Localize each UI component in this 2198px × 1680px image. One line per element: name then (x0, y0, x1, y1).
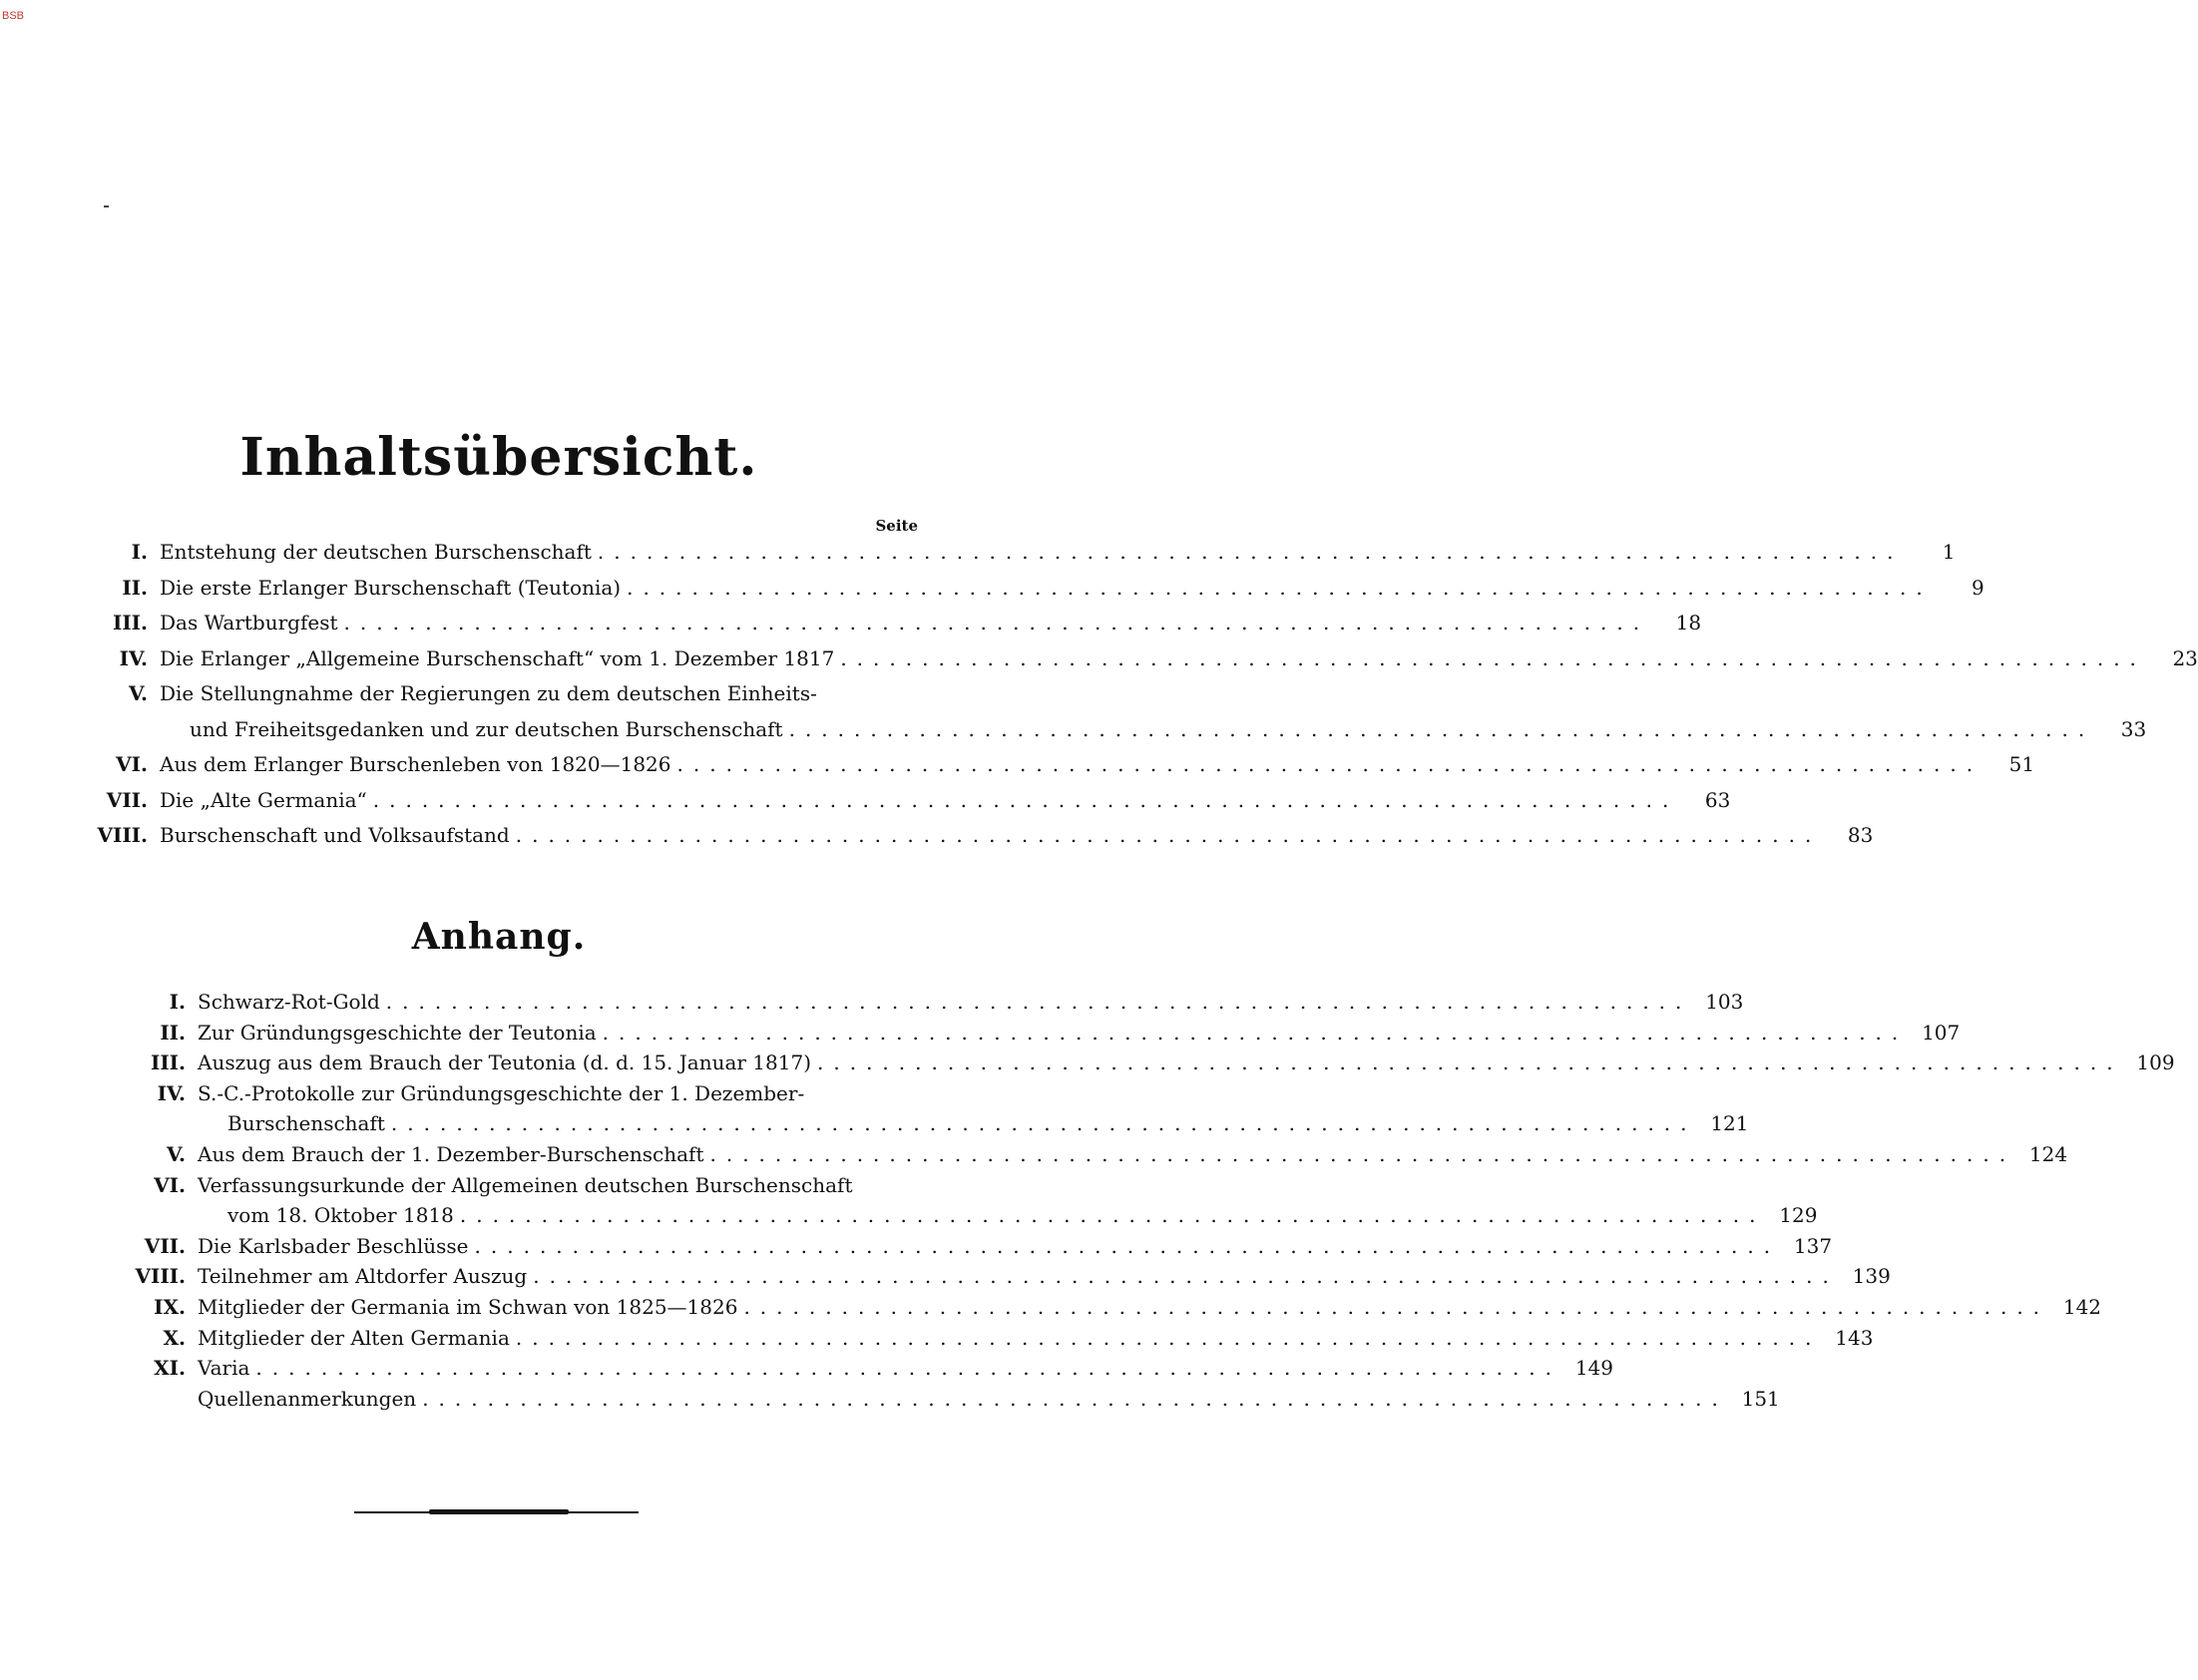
entry-title: Die erste Erlanger Burschenschaft (Teutonia) (160, 575, 622, 600)
entry-number: IX. (154, 1295, 186, 1319)
entry-number: II. (160, 1020, 186, 1045)
page-title: Inhaltsübersicht. (239, 427, 758, 488)
entry-title: Die „Alte Germania“ (160, 787, 367, 812)
entry-page-number: 129 (1779, 1203, 1818, 1228)
entry-page-number: 142 (2062, 1295, 2102, 1319)
entry-number: III. (150, 1050, 186, 1075)
entry-title: Die Erlanger „Allgemeine Burschenschaft“ vom 1. Dezember 1817 (160, 645, 835, 670)
appendix-row (124, 1291, 2102, 1323)
entry-page-number: 103 (1705, 990, 1744, 1014)
chapter-row (92, 677, 920, 709)
appendix-row (124, 1107, 1749, 1139)
appendix-row (124, 1047, 2175, 1078)
appendix-row (124, 1322, 1874, 1354)
entry-page-number: 18 (1675, 611, 1702, 634)
leader-dots: ................................................................................ (515, 1325, 1822, 1350)
leader-dots: ................................................................................ (597, 540, 1904, 564)
chapter-row (92, 748, 2035, 780)
entry-number: II. (122, 575, 148, 600)
entry-title: Varia (198, 1356, 250, 1381)
leader-dots: ................................................................................ (743, 1295, 2050, 1319)
entry-page-number: 107 (1922, 1020, 1961, 1045)
entry-title: Auszug aus dem Brauch der Teutonia (d. d. 15. Januar 1817) (198, 1050, 811, 1075)
chapter-row (92, 642, 2198, 674)
library-watermark: BSB (2, 10, 25, 22)
appendix-row (124, 1199, 1818, 1231)
entry-page-number: 23 (2172, 645, 2198, 670)
entry-title: Verfassungsurkunde der Allgemeinen deutschen Burschenschaft (198, 1172, 853, 1197)
leader-dots: ................................................................................ (515, 823, 1822, 847)
entry-page-number (868, 1077, 920, 1109)
leader-dots: ................................................................................ (422, 1386, 1728, 1411)
entry-title: Die Stellungnahme der Regierungen zu dem deutschen Einheits- (160, 681, 817, 705)
leader-dots: ................................................................................ (817, 1050, 2123, 1075)
entry-page-number: 1 (1942, 540, 1956, 564)
entry-title: Burschenschaft (227, 1111, 385, 1136)
entry-title: Burschenschaft und Volksaufstand (160, 823, 510, 847)
leader-dots: ................................................................................ (676, 752, 1983, 776)
entry-title: und Freiheitsgedanken und zur deutschen Burschenschaft (190, 716, 783, 741)
entry-number: IV. (119, 645, 148, 670)
leader-dots: ................................................................................ (788, 716, 2095, 741)
appendix-row (124, 1138, 2068, 1170)
entry-title: vom 18. Oktober 1818 (227, 1203, 454, 1228)
leader-dots (817, 677, 868, 709)
leader-dots: ................................................................................ (840, 645, 2146, 670)
chapter-row (92, 536, 1956, 568)
appendix-row (124, 1383, 1780, 1415)
entry-number: VII. (106, 787, 148, 812)
leader-dots: ................................................................................ (459, 1203, 1766, 1228)
appendix-row (124, 986, 1744, 1018)
leader-dots: ................................................................................ (533, 1264, 1839, 1289)
entry-page-number (868, 677, 920, 709)
entry-page-number (868, 1169, 920, 1201)
entry-title: Das Wartburgfest (160, 611, 338, 634)
leader-dots: ................................................................................ (372, 787, 1679, 812)
entry-title: Mitglieder der Alten Germania (198, 1325, 510, 1350)
entry-page-number: 139 (1852, 1264, 1891, 1289)
entry-number: VI. (154, 1172, 186, 1197)
appendix-row (124, 1352, 1614, 1384)
entry-number: XI. (154, 1356, 186, 1381)
entry-title: Mitglieder der Germania im Schwan von 1825—1826 (198, 1295, 738, 1319)
entry-title: Entstehung der deutschen Burschenschaft (160, 540, 592, 564)
entry-number: I. (131, 540, 148, 564)
entry-number: VI. (116, 752, 148, 776)
entry-page-number: 83 (1847, 823, 1874, 847)
entry-title: Zur Gründungsgeschichte der Teutonia (198, 1020, 597, 1045)
page-column-header: Seite (875, 517, 918, 535)
entry-number: X. (163, 1325, 186, 1350)
scan-speck (104, 206, 109, 208)
entry-number (124, 1383, 186, 1415)
entry-page-number: 121 (1710, 1111, 1749, 1136)
leader-dots: ................................................................................ (255, 1356, 1562, 1381)
entry-page-number: 124 (2028, 1142, 2068, 1166)
chapter-row (92, 713, 2147, 745)
entry-title: Schwarz-Rot-Gold (198, 990, 380, 1014)
entry-page-number: 33 (2120, 716, 2147, 741)
entry-number: VIII. (97, 823, 148, 847)
chapter-row (92, 784, 1731, 816)
entry-number: VIII. (135, 1264, 186, 1289)
chapter-row (92, 607, 1702, 638)
entry-title: Teilnehmer am Altdorfer Auszug (198, 1264, 528, 1289)
entry-page-number: 137 (1793, 1233, 1833, 1258)
entry-page-number: 51 (2008, 752, 2035, 776)
leader-dots: ................................................................................ (390, 1111, 1697, 1136)
leader-dots: ................................................................................ (385, 990, 1692, 1014)
leader-dots: ................................................................................ (474, 1233, 1781, 1258)
entry-number: IV. (157, 1080, 186, 1105)
entry-number: VII. (144, 1233, 186, 1258)
entry-page-number: 149 (1574, 1356, 1614, 1381)
entry-title: Aus dem Brauch der 1. Dezember-Burschenschaft (198, 1142, 704, 1166)
entry-page-number: 151 (1741, 1386, 1780, 1411)
entry-number: I. (169, 990, 186, 1014)
entry-page-number: 63 (1704, 787, 1731, 812)
leader-dots (804, 1077, 868, 1109)
appendix-row (124, 1017, 1961, 1049)
entry-page-number: 143 (1835, 1325, 1874, 1350)
entry-title: Quellenanmerkungen (198, 1386, 417, 1411)
leader-dots (852, 1169, 868, 1201)
entry-page-number: 109 (2136, 1050, 2175, 1075)
appendix-row (124, 1260, 1891, 1292)
appendix-row (124, 1230, 1833, 1262)
end-rule-center (429, 1509, 569, 1514)
entry-title: S.-C.-Protokolle zur Gründungsgeschichte der 1. Dezember- (198, 1080, 805, 1105)
appendix-title: Anhang. (411, 916, 587, 958)
leader-dots: ................................................................................ (602, 1020, 1909, 1045)
chapter-row (92, 819, 1874, 851)
entry-number: V. (167, 1142, 186, 1166)
entry-number: V. (129, 681, 148, 705)
leader-dots: ................................................................................ (627, 575, 1933, 600)
entry-title: Die Karlsbader Beschlüsse (198, 1233, 469, 1258)
chapter-row (92, 572, 1984, 604)
leader-dots: ................................................................................ (343, 611, 1650, 634)
appendix-row (124, 1169, 920, 1201)
leader-dots: ................................................................................ (709, 1142, 2016, 1166)
appendix-row (124, 1077, 920, 1109)
entry-number: III. (112, 611, 148, 634)
entry-title: Aus dem Erlanger Burschenleben von 1820—1826 (160, 752, 671, 776)
entry-page-number: 9 (1971, 575, 1984, 600)
